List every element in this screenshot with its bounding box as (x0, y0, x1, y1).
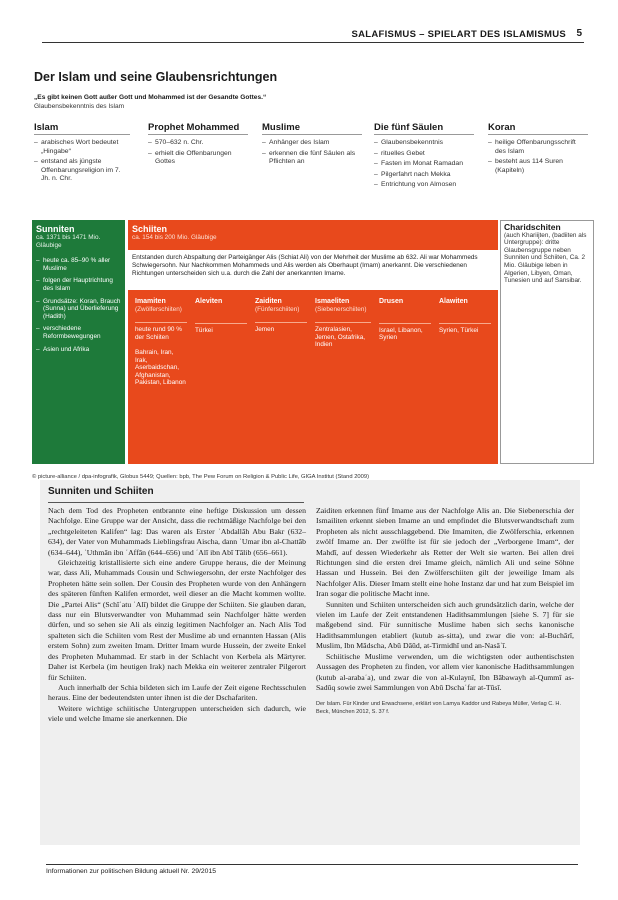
header-rule (42, 42, 584, 43)
shia-subtitle: ca. 154 bis 200 Mio. Gläubige (132, 234, 217, 241)
sunni-box (32, 220, 125, 464)
branch-name: Drusen (379, 298, 404, 305)
column-heading: Muslime (262, 124, 362, 135)
branch-ismaeliten (312, 296, 374, 456)
branch-regions: Syrien, Türkei (439, 323, 491, 335)
column-item: – 570–632 n. Chr. (148, 139, 248, 147)
branch-regions: Türkei (195, 323, 247, 335)
column-heading: Prophet Mohammed (148, 124, 248, 135)
article-paragraph: Weitere wichtige schiitische Untergruppen unterscheiden sich dadurch, wie viele und welche Imame sie anerkennen. Die (48, 703, 306, 724)
running-head-title: SALAFISMUS – SPIELART DES ISLAMISMUS (351, 29, 566, 40)
article-title: Sunniten und Schiiten (48, 486, 154, 497)
column-heading: Koran (488, 124, 588, 135)
column-islam (34, 124, 130, 185)
article-title-rule (48, 502, 304, 503)
branch-regions: Israel, Libanon, Syrien (379, 323, 431, 342)
column-prophet (148, 124, 248, 169)
article-paragraph: Zaiditen erkennen fünf Imame aus der Nachfolge Alis an. Die Siebenerschia der Ismailiten erkennt sieben Imame an und empfindet die Blutsverwandtschaft zum Propheten als nicht ausschlaggebend. Die Imamiten, die Zwölferschia, erkennen zwölf Imame an. Der zwölfte ist für sie jedoch der „Verborgene Imam“, der Mahdī, auf dessen Wiederkehr als Retter der Welt sie warten. Bei allen drei Richtungen sind die ersten drei Imame gleich, nämlich Ali und seine Söhne Hassan und Hussein. Bei den Zwölferschiiten gilt der jeweilige Imam als Nachfolger Alis. Dieser Imam stellt eine hohe Instanz dar und hat zum Beispiel im Iran sogar die politische Macht inne. (316, 506, 574, 599)
column-item: – Pilgerfahrt nach Mekka (374, 171, 474, 179)
shia-heading: Schiiten (132, 224, 168, 234)
branch-name: Aleviten (195, 298, 223, 305)
article-paragraph: Auch innerhalb der Schia bildeten sich im Laufe der Zeit eigene Rechtsschulen heraus. Eine der bedeutendsten unter ihnen ist die der Dschafariten. (48, 682, 306, 703)
sunni-item: – Asien und Afrika (36, 346, 121, 354)
shia-box (128, 220, 498, 464)
column-heading: Die fünf Säulen (374, 124, 474, 135)
column-item: – erkennen die fünf Säulen als Pflichten an (262, 150, 362, 167)
column-muslims (262, 124, 362, 169)
graphic-source: © picture-alliance / dpa-infografik, Globus 5449; Quellen: bpb, The Pew Forum on Religion & Public Life, GIGA Institut (Stand 2009) (32, 474, 370, 480)
column-item: – besteht aus 114 Suren (Kapiteln) (488, 158, 588, 175)
footer-rule (46, 864, 578, 865)
branch-regions: heute rund 90 % der Schiiten Bahrain, Iran, Irak, Aserbaidschan, Afghanistan, Pakistan, Libanon (135, 322, 187, 387)
branch-sub: (Fünferschiiten) (255, 305, 300, 313)
sunni-subtitle: ca. 1371 bis 1471 Mio. Gläubige (36, 234, 101, 249)
column-pillars (374, 124, 474, 191)
article-paragraph: Nach dem Tod des Propheten entbrannte eine heftige Diskussion um dessen Nachfolge. Eine Gruppe war der Ansicht, dass die rechtmäßige Nachfolge bei den „rechtgeleiteten Kalifen“ lag: Das waren als Erster ʿAbdallāh Abu Bakr (632–634), der Vater von Muhammads Lieblingsfrau Aischa, dann ʿUmar ibn al-Chattāb (634–644), ʿUthmān ibn ʿAffān (644–656) und ʿAlī ibn Abī Tālib (656–661). (48, 506, 306, 557)
branch-zaiditen (252, 296, 310, 456)
column-item: – Anhänger des Islam (262, 139, 362, 147)
sunni-item: – verschiedene Reformbewegungen (36, 325, 121, 340)
article-right-column (316, 506, 574, 716)
branch-alawiten (436, 296, 494, 456)
sunni-item: – heute ca. 85–90 % aller Muslime (36, 257, 121, 272)
branch-sub: (Siebenerschiiten) (315, 305, 367, 313)
column-item: – Glaubensbekenntnis (374, 139, 474, 147)
chari-box (500, 220, 594, 464)
footer (0, 852, 618, 900)
running-head (0, 0, 618, 44)
graphic-title: Der Islam und seine Glaubensrichtungen (34, 70, 278, 84)
chari-heading: Charidschiten (504, 222, 561, 232)
branch-name: Imamiten (135, 298, 166, 305)
sunni-heading: Sunniten (36, 224, 75, 234)
column-item: – erhielt die Offenbarungen Gottes (148, 150, 248, 167)
article-paragraph: Schiitische Muslime verwenden, um die wichtigsten oder authentischsten Aussagen des Propheten zu finden, vor allem vier kanonische Hadithsammlungen (kutub al-arabaʿa), und zwar die von al-Kulaynī, Ibn Bābawayh al-Qummī as-Sadūq sowie zwei Sammlungen von Abū Dschaʿfar at-Tūsī. (316, 651, 574, 692)
branch-sub: (Zwölferschiiten) (135, 305, 182, 313)
column-heading: Islam (34, 124, 130, 135)
column-item: – Entrichtung von Almosen (374, 181, 474, 189)
branch-aleviten (192, 296, 250, 456)
chari-text: (auch Khariijten, (badiiten als Untergruppe): dritte Glaubensgruppe neben Sunniten und Schiiten, Ca. 2 Mio. Gläubige leben in Algerien, Libyen, Oman, Tunesien und auf Sansibar. (504, 231, 587, 285)
sunni-item: – folgen der Hauptrichtung des Islam (36, 277, 121, 292)
branch-name: Ismaeliten (315, 298, 350, 305)
footer-text: Informationen zur politischen Bildung aktuell Nr. 29/2015 (46, 868, 217, 875)
column-item: – rituelles Gebet (374, 150, 474, 158)
page-number: 5 (576, 28, 582, 39)
branch-name: Alawiten (439, 298, 468, 305)
column-item: – entstand als jüngste Offenbarungsreligion im 7. Jh. n. Chr. (34, 158, 130, 183)
column-item: – heilige Offenbarungsschrift des Islam (488, 139, 588, 156)
article-paragraph: Gleichzeitig kristallisierte sich eine andere Gruppe heraus, die der Meinung war, dass Ali, Muhammads Cousin und Schwiegersohn, der erste Nachfolger des Propheten hätte sein sollen. Der Cousin des Propheten wurde von den Anhängern des späteren fünften Kalifen ermordet, weil dieser an die Macht kommen wollte. Die „Partei Alis“ (Schīʿatu ʿAlī) bildet die Gruppe der Schiiten. Sie glauben daran, dass nur ein Blutsverwandter von Muhammad sein Nachfolger hätte werden dürfen, und so sehen sie Ali als einzig legitimen Nachfolger an. Nach Alis Tod spalteten sich die Schiiten vom Rest der Muslime ab und ernannten Hassan (Alis erstem Sohn) zum zweiten Imam. Dritter Imam wurde Hussein, der zweite Enkel des Propheten Muhammad. Er starb in der Schlacht von Kerbela als Märtyrer. Daher ist Kerbela (im heutigen Irak) nach Mekka ein weiterer zentraler Pilgerort für Schiiten. (48, 558, 306, 682)
sunni-item: – Grundsätze: Koran, Brauch (Sunna) und Überlieferung (Hadith) (36, 298, 121, 321)
graphic-quote-source: Glaubensbekenntnis des Islam (34, 103, 125, 110)
graphic-quote: „Es gibt keinen Gott außer Gott und Mohammed ist der Gesandte Gottes.“ (34, 94, 267, 101)
column-item: – arabisches Wort bedeutet „Hingabe“ (34, 139, 130, 156)
article-box (40, 480, 580, 845)
branch-drusen (376, 296, 434, 456)
shia-intro: Entstanden durch Abspaltung der Parteigänger Alis (Schiat Ali) von der Mehrheit der Muslime ab 632. Ali war Mohammeds Schwiegersohn. Nur Nachkommen Mohammeds und Alis werden als Oberhaupt (Imam) anerkannt. Die verschiedenen Richtungen unterscheiden sich u.a. durch die Zahl der anerkannten Imame. (128, 250, 498, 290)
article-paragraph: Sunniten und Schiiten unterscheiden sich auch grundsätzlich darin, welche der vielen im Laufe der Zeit entstandenen Hadithsammlungen [siehe S. 7] für sie maßgebend sind. Für sunnitische Muslime haben sich sechs kanonische Hadithsammlungen etabliert (kutub as-sitta), und zwar die von: al-Buchārī, Muslim, Ibn Mādscha, Abū Dāūd, at-Tirmidhī und an-Nasāʾī. (316, 599, 574, 651)
column-koran (488, 124, 588, 177)
branch-name: Zaiditen (255, 298, 282, 305)
article-left-column (48, 506, 306, 725)
branch-regions: Zentralasien, Jemen, Ostafrika, Indien (315, 322, 371, 349)
branch-regions: Jemen (255, 322, 307, 334)
article-source-note: Der Islam. Für Kinder und Erwachsene, erklärt von Lamya Kaddor und Rabeya Müller, Verlag C. H. Beck, München 2012, S. 37 f. (316, 701, 561, 715)
branch-imamiten (132, 296, 190, 456)
column-item: – Fasten im Monat Ramadan (374, 160, 474, 168)
